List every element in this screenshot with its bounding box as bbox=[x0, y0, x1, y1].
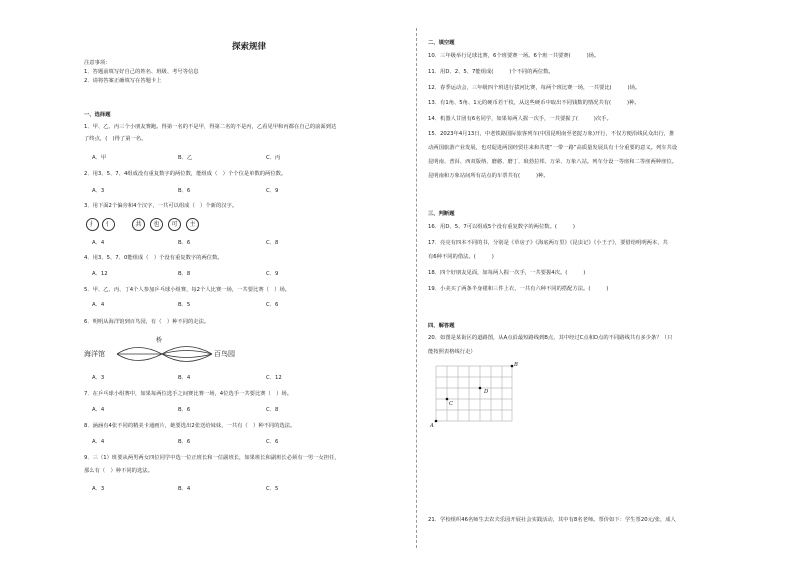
question-14: 14．机器人甘团有6名同学，如果每两人握一次手，一共要握了( )次手。 bbox=[428, 116, 612, 122]
question-2-line-1: 2．用3、5、7、4组成没有重复数字的两位数，能组成（ ）个个位是单数的两位数。 bbox=[84, 171, 287, 177]
question-4-line-1: 4．用3、5、7、0能组成（ ）个没有重复数字的两位数。 bbox=[84, 255, 223, 261]
q2-option-a: A．3 bbox=[92, 188, 105, 194]
q5-option-b: B．5 bbox=[178, 302, 191, 308]
section-choice: 一、选择题 bbox=[84, 112, 111, 118]
question-10: 10．三年级举行足球比赛，6个班要赛一场。6个班一共要赛( )场。 bbox=[428, 53, 600, 59]
question-5-line-1: 5．甲、乙、丙、丁4个人参加乒乓球小组赛，每2个人比赛一场，一共要比赛（ ）场。 bbox=[84, 287, 291, 293]
q4-option-c: C．9 bbox=[266, 271, 279, 277]
section-fill: 二、填空题 bbox=[428, 40, 455, 46]
q1-option-b: B．乙 bbox=[178, 155, 193, 161]
question-12: 12．春季运动会，三年级四个班进行拔河比赛，每两个班比赛一场，一共要比( )场。 bbox=[428, 85, 641, 91]
character-circle-3: 可 bbox=[168, 218, 181, 231]
q3-option-b: B．6 bbox=[178, 240, 191, 246]
radical-circle-2: 亻 bbox=[102, 218, 115, 231]
question-15-line-2: 动两国旅游产业发展，也对促进两国经贸往来和共建“一带一路”高质量发展具有十分重要的意义。列车共设 bbox=[428, 145, 678, 151]
q4-option-b: B．8 bbox=[178, 271, 191, 277]
q8-option-b: B．6 bbox=[178, 439, 191, 445]
question-3-line-1: 3．用下面2个偏旁和4个汉字，一共可以组成（ ）个新的汉字。 bbox=[84, 203, 238, 209]
q4-option-a: A．12 bbox=[92, 271, 108, 277]
question-7-line-1: 7．在乒乓球小组赛中，如果每两位选手之间赛比赛一场，4位选手一共要比赛（ ）场。 bbox=[84, 391, 293, 397]
q7-option-c: C．8 bbox=[266, 407, 279, 413]
notice-item-2: 2．请将答案正确填写在答题卡上 bbox=[84, 78, 162, 84]
question-8-line-1: 8．涵涵有4张不同的精美卡通画片，她要选出2张送给妹妹，一共有（ ）种不同的选法。 bbox=[84, 423, 296, 429]
map-right-label: 百鸟园 bbox=[214, 350, 235, 358]
character-circles bbox=[86, 218, 206, 231]
route-paths bbox=[84, 336, 254, 364]
section-answer: 四、解答题 bbox=[428, 323, 455, 329]
q3-option-a: A．4 bbox=[92, 240, 105, 246]
point-a-dot bbox=[435, 420, 438, 423]
map-bridge-label: 桥 bbox=[156, 337, 163, 344]
character-circle-4: 主 bbox=[186, 218, 199, 231]
q8-option-c: C．6 bbox=[266, 439, 279, 445]
question-9-line-2: 那么有（ ）种不同的选法。 bbox=[84, 468, 153, 474]
question-15-line-3: 昆明南、普洱、西双版纳、磨憨、磨丁、琅勃拉邦、万荣、万象八站。列车分设一等座和二等座两种座位。 bbox=[428, 159, 677, 165]
question-15-line-1: 15．2023年4月13日，中老铁路国际旅客列车(中国昆明南至老挝万象)开行，不仅方便沿线民众出行，推 bbox=[428, 131, 675, 137]
q5-option-c: C．6 bbox=[266, 302, 279, 308]
street-grid bbox=[430, 358, 522, 434]
question-13: 13．有1角、5角、1元的硬币若干枚，从这些硬币中取出不同钱数的情况共有( )种。 bbox=[428, 100, 640, 106]
question-16: 16．用D、5、7可以组成5个没有重复数字的两位数。( ) bbox=[428, 224, 575, 230]
point-b-label: B bbox=[514, 362, 518, 368]
point-b-dot bbox=[511, 365, 514, 368]
character-circle-2: 也 bbox=[150, 218, 163, 231]
point-d-dot bbox=[479, 387, 482, 390]
radical-circle-1: 扌 bbox=[86, 218, 99, 231]
q2-option-c: C．9 bbox=[266, 188, 279, 194]
q9-option-c: C．5 bbox=[266, 486, 279, 492]
route-map bbox=[84, 336, 254, 364]
point-d-label: D bbox=[484, 389, 489, 395]
question-20-line-2: 能按照表格线行走） bbox=[428, 349, 476, 355]
point-c-dot bbox=[446, 398, 449, 401]
question-17-line-2: 有6种不同的借法。( ) bbox=[428, 254, 494, 260]
question-20-line-1: 20．如图是某街区的道路图，从A点沿最短路线到B点，其中经过C点和D点的不同路线共有多少条？（只 bbox=[428, 335, 673, 341]
question-1-line-2: 了终点，( )得了第一名。 bbox=[84, 136, 147, 142]
q6-option-b: B．4 bbox=[178, 375, 191, 381]
q9-option-b: B．4 bbox=[178, 486, 191, 492]
q5-option-a: A．4 bbox=[92, 302, 105, 308]
question-9-line-1: 9．三（1）班要从两男两女四位同学中选一位正班长和一位副班长，如果班长和副班长必须有一男一女担任， bbox=[84, 455, 340, 461]
question-1-line-1: 1．甲、乙、丙三个小朋友赛跑。得第一名的不是甲，得第二名的不是丙，乙看见甲和丙都在自己的前面到达 bbox=[84, 124, 337, 130]
question-15-line-4: 昆明南和万象站间所有站点的车票共有( )种。 bbox=[428, 173, 549, 179]
question-19: 19．小美买了两条半身裙和三件上衣，一共有六种不同的搭配方法。( ) bbox=[428, 286, 609, 292]
q9-option-a: A．3 bbox=[92, 486, 105, 492]
question-21-line-1: 21．学校组织46名师生去农夫乐园开展社会实践活动，其中有8名老师。票价如下：学生票20元/张，成人 bbox=[428, 517, 676, 523]
column-divider bbox=[416, 28, 417, 548]
notice-heading: 注意事项： bbox=[84, 60, 111, 66]
point-a-label: A bbox=[430, 423, 434, 429]
page-title: 探索规律 bbox=[232, 42, 267, 52]
q3-option-c: C．8 bbox=[266, 240, 279, 246]
q1-option-c: C．丙 bbox=[266, 155, 281, 161]
section-judge: 三、判断题 bbox=[428, 211, 455, 217]
q2-option-b: B．6 bbox=[178, 188, 191, 194]
question-18: 18．四个好朋友见面，如每两人握一次手，一共要握4次。( ) bbox=[428, 270, 586, 276]
q1-option-a: A．甲 bbox=[92, 155, 107, 161]
q6-option-c: C．12 bbox=[266, 375, 282, 381]
notice-item-1: 1．答题前填写好自己的姓名、班级、考号等信息 bbox=[84, 69, 199, 75]
q8-option-a: A．4 bbox=[92, 439, 105, 445]
q6-option-a: A．3 bbox=[92, 375, 105, 381]
q7-option-b: B．6 bbox=[178, 407, 191, 413]
question-6-line-1: 6．明明从海洋馆到百鸟园，有（ ）种不同的走法。 bbox=[84, 319, 210, 325]
question-17-line-1: 17．亮亮有四本不同的书，分别是《草房子》《海底两万里》《昆虫记》《小王子》，要借给明明两本，共 bbox=[428, 240, 668, 246]
map-left-label: 海洋馆 bbox=[84, 350, 105, 358]
question-11: 11．用D、2、5、7能组成( )个不同的两位数。 bbox=[428, 69, 554, 75]
q7-option-a: A．4 bbox=[92, 407, 105, 413]
point-c-label: C bbox=[449, 401, 454, 407]
character-circle-1: 共 bbox=[132, 218, 145, 231]
